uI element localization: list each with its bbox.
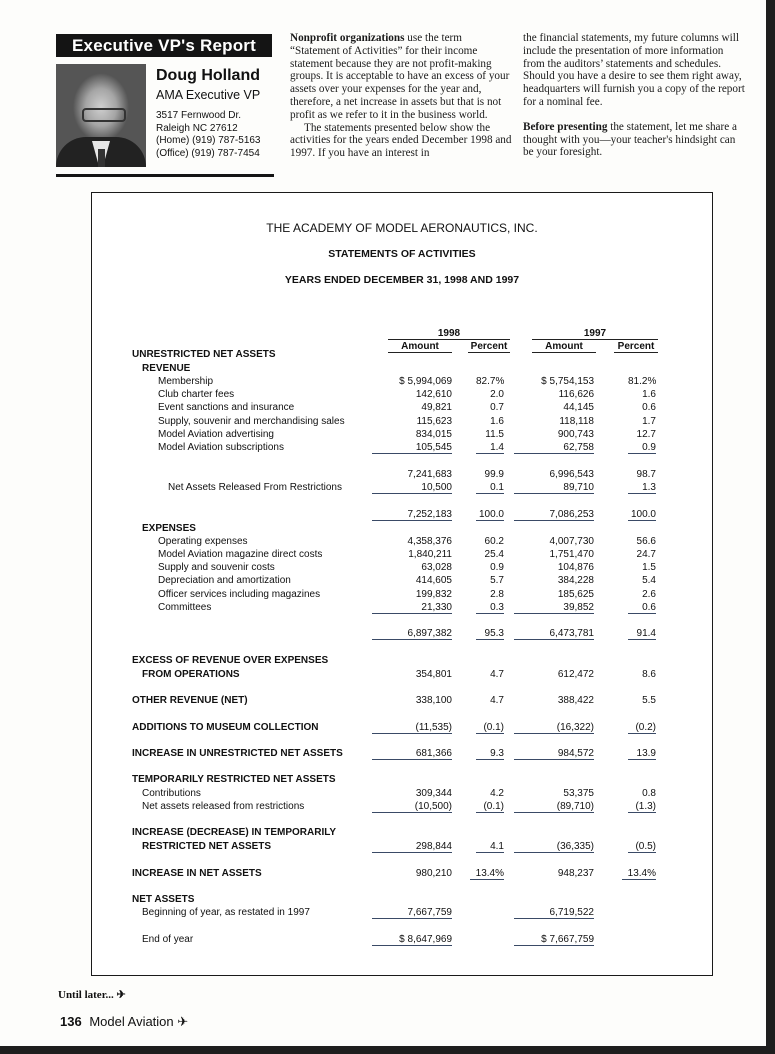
amount-cell: 185,625 <box>557 589 594 600</box>
percent-cell: 9.3 <box>476 748 504 760</box>
author-contact: 3517 Fernwood Dr. Raleigh NC 27612 (Home) (919) 787-5163 (Office) (919) 787-7454 <box>156 110 261 159</box>
amount-cell: 7,667,759 <box>372 907 452 919</box>
amount-cell: 53,375 <box>563 788 594 799</box>
row-label: FROM OPERATIONS <box>142 669 240 680</box>
col-header-amount-1998: Amount <box>388 341 452 353</box>
row-label: Contributions <box>142 788 201 799</box>
row-label: Membership <box>158 376 214 387</box>
row-label: EXCESS OF REVENUE OVER EXPENSES <box>132 655 329 666</box>
row-label: Supply, souvenir and merchandising sales <box>158 416 345 427</box>
amount-cell: 984,572 <box>514 748 594 760</box>
row-label: NET ASSETS <box>132 894 195 905</box>
amount-cell: 309,344 <box>415 788 452 799</box>
row-label: Depreciation and amortization <box>158 575 291 586</box>
percent-cell: 0.8 <box>642 788 656 799</box>
percent-cell: 5.5 <box>642 695 656 706</box>
percent-cell: 2.6 <box>642 589 656 600</box>
amount-cell: (11,535) <box>372 722 452 734</box>
percent-cell: 25.4 <box>484 549 504 560</box>
author-role: AMA Executive VP <box>156 88 261 102</box>
row-label: Model Aviation subscriptions <box>158 442 284 453</box>
amount-cell: $ 7,667,759 <box>514 934 594 946</box>
percent-cell: (1.3) <box>628 801 656 813</box>
percent-cell: 13.9 <box>628 748 656 760</box>
year-header-1998: 1998 <box>388 328 510 340</box>
percent-cell: (0.5) <box>628 841 656 853</box>
amount-cell: 298,844 <box>372 841 452 853</box>
amount-cell: 6,897,382 <box>372 628 452 640</box>
amount-cell: 1,751,470 <box>549 549 594 560</box>
percent-cell: 1.3 <box>628 482 656 494</box>
row-label: Operating expenses <box>158 536 248 547</box>
row-label: INCREASE (DECREASE) IN TEMPORARILY <box>132 827 337 838</box>
amount-cell: 104,876 <box>557 562 594 573</box>
amount-cell: 39,852 <box>514 602 594 614</box>
amount-cell: 105,545 <box>372 442 452 454</box>
row-label: Committees <box>158 602 212 613</box>
amount-cell: (36,335) <box>514 841 594 853</box>
amount-cell: $ 5,994,069 <box>399 376 452 387</box>
percent-cell: (0.2) <box>628 722 656 734</box>
amount-cell: 63,028 <box>421 562 452 573</box>
amount-cell: (10,500) <box>372 801 452 813</box>
amount-cell: 44,145 <box>563 402 594 413</box>
year-header-1997: 1997 <box>532 328 658 340</box>
column-banner: Executive VP's Report <box>56 34 272 57</box>
amount-cell: 7,241,683 <box>407 469 452 480</box>
percent-cell: 4.7 <box>490 669 504 680</box>
percent-cell: 0.3 <box>476 602 504 614</box>
amount-cell: 7,086,253 <box>514 509 594 521</box>
amount-cell: 414,605 <box>415 575 452 586</box>
percent-cell: 11.5 <box>485 429 504 440</box>
percent-cell: 5.7 <box>490 575 504 586</box>
percent-cell: (0.1) <box>476 722 504 734</box>
row-label: REVENUE <box>142 363 191 374</box>
amount-cell: 948,237 <box>557 868 594 879</box>
amount-cell: 115,623 <box>416 416 452 427</box>
amount-cell: 6,719,522 <box>514 907 594 919</box>
row-label: Club charter fees <box>158 389 235 400</box>
percent-cell: 1.5 <box>642 562 656 573</box>
percent-cell: 0.1 <box>476 482 504 494</box>
author-photo <box>56 64 146 167</box>
row-label: Model Aviation magazine direct costs <box>158 549 323 560</box>
amount-cell: 116,626 <box>558 389 594 400</box>
percent-cell: 1.6 <box>490 416 504 427</box>
amount-cell: 354,801 <box>415 669 452 680</box>
row-label: Event sanctions and insurance <box>158 402 295 413</box>
percent-cell: 8.6 <box>642 669 656 680</box>
percent-cell: 100.0 <box>628 509 656 521</box>
percent-cell: 4.7 <box>490 695 504 706</box>
amount-cell: $ 8,647,969 <box>372 934 452 946</box>
col-header-amount-1997: Amount <box>532 341 596 353</box>
amount-cell: 980,210 <box>415 868 452 879</box>
amount-cell: 384,228 <box>557 575 594 586</box>
percent-cell: 0.6 <box>628 602 656 614</box>
percent-cell: 60.2 <box>484 536 504 547</box>
author-name: Doug Holland <box>156 67 260 84</box>
sign-off: Until later... ✈ <box>58 989 126 1001</box>
amount-cell: 6,473,781 <box>514 628 594 640</box>
row-label: Officer services including magazines <box>158 589 321 600</box>
percent-cell: 0.7 <box>490 402 504 413</box>
row-label: Net Assets Released From Restrictions <box>168 482 342 493</box>
percent-cell: 5.4 <box>642 575 656 586</box>
percent-cell: (0.1) <box>476 801 504 813</box>
article-column-1: Nonprofit organizations use the term “Statement of Activities” for their income statement because they are not profit-making groups. It is acceptable to have an excess of your assets over your expenses for the year and, therefore, a net increase in assets but that is not profit as we refer to it in the business world. The statements presented below show the activities for the years ended December 1998 and 1997. If you have an interest in <box>290 32 512 160</box>
col-header-percent-1998: Percent <box>468 341 510 353</box>
row-label: Beginning of year, as restated in 1997 <box>142 907 310 918</box>
percent-cell: 2.8 <box>490 589 504 600</box>
amount-cell: 10,500 <box>372 482 452 494</box>
amount-cell: 142,610 <box>415 389 452 400</box>
amount-cell: 21,330 <box>372 602 452 614</box>
row-label: Supply and souvenir costs <box>158 562 275 573</box>
percent-cell: 1.6 <box>642 389 656 400</box>
amount-cell: 118,118 <box>559 416 594 427</box>
amount-cell: (89,710) <box>514 801 594 813</box>
percent-cell: 1.4 <box>476 442 504 454</box>
statement-title: STATEMENTS OF ACTIVITIES <box>328 248 476 260</box>
row-label: INCREASE IN UNRESTRICTED NET ASSETS <box>132 748 343 759</box>
amount-cell: 681,366 <box>372 748 452 760</box>
statement-org: THE ACADEMY OF MODEL AERONAUTICS, INC. <box>266 221 538 235</box>
percent-cell: 98.7 <box>636 469 656 480</box>
percent-cell: 13.4% <box>470 868 504 880</box>
col-header-percent-1997: Percent <box>614 341 658 353</box>
amount-cell: 388,422 <box>557 695 594 706</box>
row-label: End of year <box>142 934 194 945</box>
magazine-name: Model Aviation ✈ <box>89 1014 189 1029</box>
amount-cell: 4,358,376 <box>407 536 452 547</box>
percent-cell: 100.0 <box>476 509 504 521</box>
amount-cell: $ 5,754,153 <box>541 376 594 387</box>
statement-of-activities <box>91 192 713 976</box>
percent-cell: 1.7 <box>642 416 656 427</box>
amount-cell: 834,015 <box>415 429 452 440</box>
row-label: ADDITIONS TO MUSEUM COLLECTION <box>132 722 319 733</box>
percent-cell: 0.9 <box>628 442 656 454</box>
amount-cell: 612,472 <box>557 669 594 680</box>
statement-period: YEARS ENDED DECEMBER 31, 1998 AND 1997 <box>284 274 520 286</box>
percent-cell: 0.9 <box>490 562 504 573</box>
amount-cell: 199,832 <box>415 589 452 600</box>
header-divider <box>56 174 274 177</box>
amount-cell: (16,322) <box>514 722 594 734</box>
amount-cell: 338,100 <box>415 695 452 706</box>
percent-cell: 0.6 <box>642 402 656 413</box>
amount-cell: 62,758 <box>514 442 594 454</box>
percent-cell: 4.1 <box>476 841 504 853</box>
percent-cell: 4.2 <box>490 788 504 799</box>
amount-cell: 900,743 <box>557 429 594 440</box>
row-label: EXPENSES <box>142 523 196 534</box>
page-number: 136 <box>60 1014 82 1029</box>
row-label: Net assets released from restrictions <box>142 801 305 812</box>
article-column-2: the financial statements, my future columns will include the presentation of more information from the auditors’ statements and schedules. Should you have a desire to see them right away, headquarters will furnish you a copy of the report for a nominal fee. Before presenting the statement, let me share a thought with you—your teacher's hindsight can be your foresight. <box>523 32 745 159</box>
percent-cell: 81.2% <box>628 376 657 387</box>
percent-cell: 13.4% <box>622 868 656 880</box>
row-label: TEMPORARILY RESTRICTED NET ASSETS <box>132 774 336 785</box>
row-label: INCREASE IN NET ASSETS <box>132 868 262 879</box>
amount-cell: 7,252,183 <box>372 509 452 521</box>
percent-cell: 95.3 <box>476 628 504 640</box>
percent-cell: 12.7 <box>636 429 656 440</box>
percent-cell: 24.7 <box>636 549 656 560</box>
amount-cell: 4,007,730 <box>549 536 594 547</box>
row-label: UNRESTRICTED NET ASSETS <box>132 349 276 360</box>
row-label: RESTRICTED NET ASSETS <box>142 841 272 852</box>
amount-cell: 1,840,211 <box>408 549 452 560</box>
row-label: Model Aviation advertising <box>158 429 274 440</box>
page-footer <box>60 1014 188 1030</box>
percent-cell: 2.0 <box>490 389 504 400</box>
amount-cell: 89,710 <box>514 482 594 494</box>
percent-cell: 99.9 <box>484 469 504 480</box>
percent-cell: 91.4 <box>628 628 656 640</box>
percent-cell: 56.6 <box>636 536 656 547</box>
percent-cell: 82.7% <box>476 376 505 387</box>
row-label: OTHER REVENUE (NET) <box>132 695 248 706</box>
amount-cell: 6,996,543 <box>549 469 594 480</box>
amount-cell: 49,821 <box>421 402 452 413</box>
